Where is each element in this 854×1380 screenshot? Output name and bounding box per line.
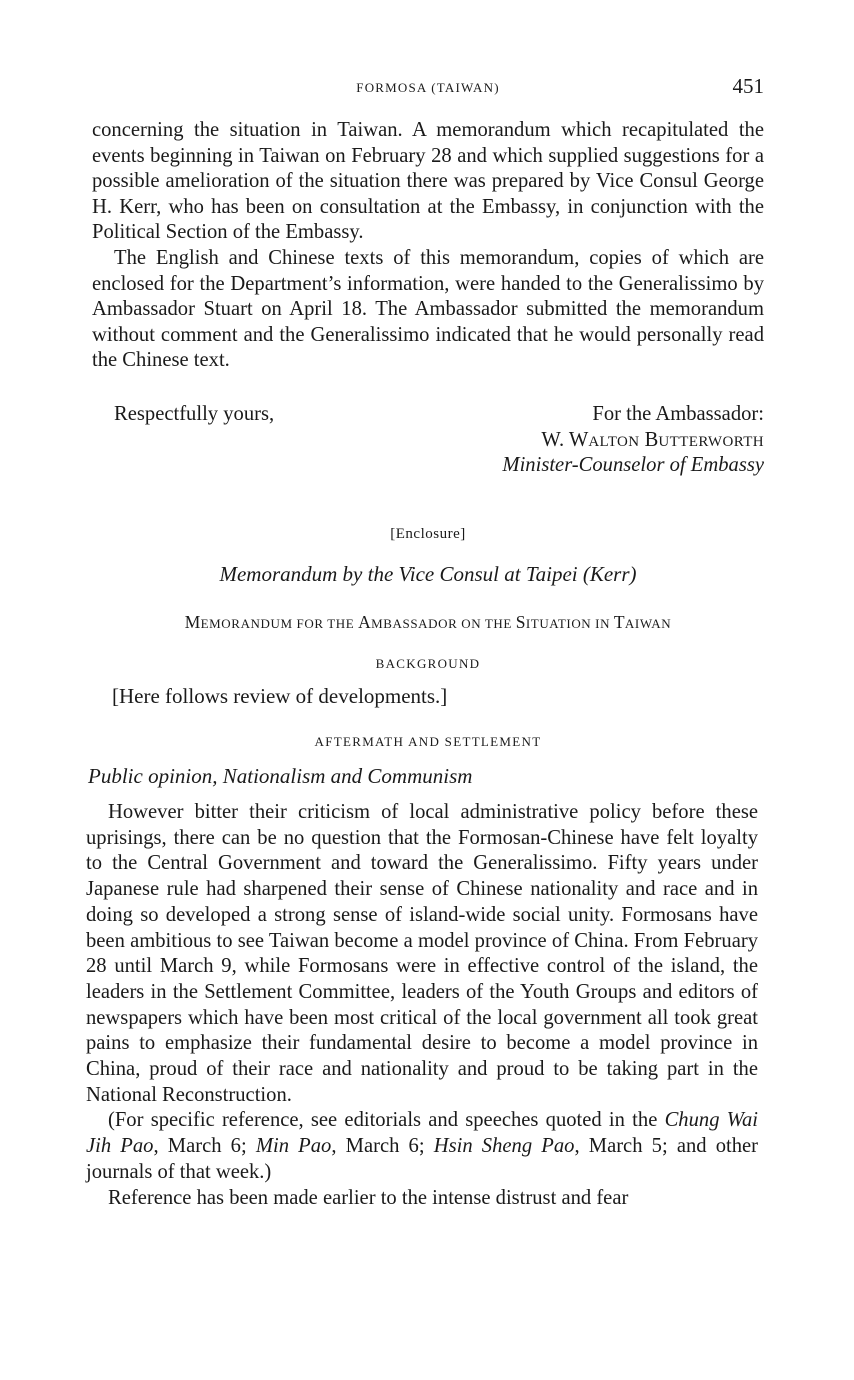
- signer-title: Minister-Counselor of Embassy: [502, 454, 764, 477]
- page-number: 451: [732, 74, 764, 98]
- salutation: Respectfully yours,: [114, 403, 275, 425]
- enclosure-label: [Enclosure]: [390, 526, 466, 542]
- memo-heading: Memorandum by the Vice Consul at Taipei (Kerr): [219, 562, 637, 586]
- section-heading-background: BACKGROUND: [375, 656, 481, 671]
- letter-closing: [92, 402, 764, 479]
- paragraph-4: (For specific reference, see editorials and speeches quoted in the Chung Wai Jih Pao, March 6; Min Pao, March 6; Hsin Sheng Pao, March 5; and other journals of that week.): [86, 1109, 759, 1183]
- running-head: [92, 74, 764, 102]
- signer-name: W. WALTON BUTTERWORTH: [541, 428, 764, 451]
- running-title: FORMOSA (TAIWAN): [356, 80, 500, 95]
- memo-body: [86, 800, 758, 1211]
- for-ambassador-line: For the Ambassador:: [592, 403, 764, 425]
- paragraph-5: Reference has been made earlier to the intense distrust and fear: [108, 1186, 629, 1209]
- subheading: Public opinion, Nationalism and Communism: [88, 764, 473, 788]
- paragraph-1: concerning the situation in Taiwan. A memorandum which recapitulated the events beginning in Taiwan on February 28 and which supplied suggestions for a possible amelioration of the situation there was prepared by Vice Consul George H. Kerr, who has been on consultation at the Embassy, in conjunction with the Political Section of the Embassy.: [92, 119, 764, 244]
- letter-body: [92, 118, 764, 374]
- editorial-note: [Here follows review of developments.]: [112, 684, 448, 708]
- paragraph-2: The English and Chinese texts of this memorandum, copies of which are enclosed for the Department’s information, were handed to the Generalissimo by Ambassador Stuart on April 18. The Ambassador submitted the memorandum without comment and the Generalissimo indicated that he would personally read the Chinese text.: [92, 246, 764, 372]
- memo-title: MEMORANDUM FOR THE AMBASSADOR ON THE SITUATION IN TAIWAN: [184, 612, 672, 632]
- paragraph-3: However bitter their criticism of local administrative policy before these uprisings, there can be no question that the Formosan-Chinese have felt loyalty to the Central Government and toward the Generalissimo. Fifty years under Japanese rule had sharpened their sense of Chinese nationality and race and in doing so developed a strong sense of island-wide social unity. Formosans have been ambitious to see Taiwan become a model province of China. From February 28 until March 9, while Formosans were in effective control of the island, the leaders in the Settlement Committee, leaders of the Youth Groups and editors of newspapers which have been most critical of the local government all took great pains to emphasize their fundamental desire to become a model province in China, proud of their race and nationality and proud to be taking part in the National Reconstruction.: [86, 801, 758, 1106]
- section-heading-aftermath: AFTERMATH AND SETTLEMENT: [314, 734, 542, 749]
